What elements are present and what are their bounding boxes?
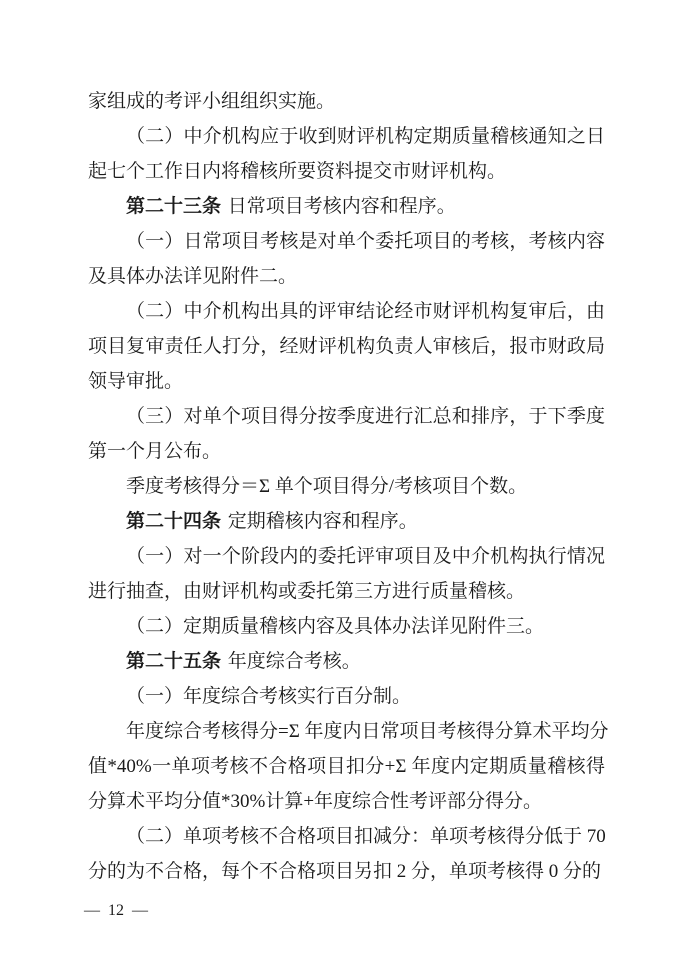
text-line (88, 819, 605, 854)
text-run: （一）年度综合考核实行百分制。 (126, 686, 412, 707)
text-line (88, 504, 605, 539)
text-line (88, 679, 605, 714)
text-line (88, 609, 605, 644)
text-run: （二）中介机构应于收到财评机构定期质量稽核通知之日 (126, 126, 605, 147)
text-run: 及具体办法详见附件二。 (88, 266, 298, 287)
text-line (88, 329, 605, 364)
text-line (88, 539, 605, 574)
text-run: 项目复审责任人打分，经财评机构负责人审核后，报市财政局 (88, 336, 605, 357)
text-line (88, 189, 605, 224)
text-run: 季度考核得分＝Σ 单个项目得分/考核项目个数。 (126, 476, 528, 497)
footer-dash-left: — (84, 902, 100, 919)
text-line (88, 399, 605, 434)
text-run: 进行抽查，由财评机构或委托第三方进行质量稽核。 (88, 581, 526, 602)
text-line (88, 574, 605, 609)
text-run: （一）对一个阶段内的委托评审项目及中介机构执行情况 (126, 546, 605, 567)
text-run: 起七个工作日内将稽核所要资料提交市财评机构。 (88, 161, 507, 182)
footer-dash-right: — (132, 902, 148, 919)
text-run: （二）中介机构出具的评审结论经市财评机构复审后，由 (126, 301, 605, 322)
text-run: 年度综合考核得分=Σ 年度内日常项目考核得分算术平均分 (126, 721, 609, 742)
text-line (88, 434, 605, 469)
text-line (88, 154, 605, 189)
text-run: 分算术平均分值*30%计算+年度综合性考评部分得分。 (88, 791, 543, 812)
text-line (88, 224, 605, 259)
text-run: （二）定期质量稽核内容及具体办法详见附件三。 (126, 616, 545, 637)
text-run: 家组成的考评小组组织实施。 (88, 91, 336, 112)
text-run: （三）对单个项目得分按季度进行汇总和排序，于下季度 (126, 406, 605, 427)
page-footer (84, 901, 148, 921)
text-line (88, 119, 605, 154)
text-line (88, 84, 605, 119)
text-line (88, 364, 605, 399)
text-run: （一）日常项目考核是对单个委托项目的考核，考核内容 (126, 231, 605, 252)
text-run: 领导审批。 (88, 371, 184, 392)
text-line (88, 259, 605, 294)
article-number-heading: 第二十四条 (126, 511, 222, 532)
text-run: （二）单项考核不合格项目扣减分：单项考核得分低于 70 (126, 826, 606, 847)
text-line (88, 714, 609, 749)
text-line (88, 784, 605, 819)
text-run: 日常项目考核内容和程序。 (223, 196, 456, 217)
article-number-heading: 第二十三条 (126, 196, 222, 217)
text-run: 分的为不合格，每个不合格项目另扣 2 分，单项考核得 0 分的 (88, 861, 602, 882)
page-number: 12 (108, 902, 124, 919)
text-line (88, 749, 605, 784)
text-line (88, 644, 605, 679)
text-run: 值*40%一单项考核不合格项目扣分+Σ 年度内定期质量稽核得 (88, 756, 605, 777)
text-line (88, 294, 605, 329)
text-line (88, 854, 605, 889)
text-line (88, 469, 605, 504)
article-number-heading: 第二十五条 (126, 651, 222, 672)
text-run: 定期稽核内容和程序。 (223, 511, 418, 532)
text-run: 第一个月公布。 (88, 441, 222, 462)
text-run: 年度综合考核。 (223, 651, 361, 672)
document-body (88, 84, 609, 889)
